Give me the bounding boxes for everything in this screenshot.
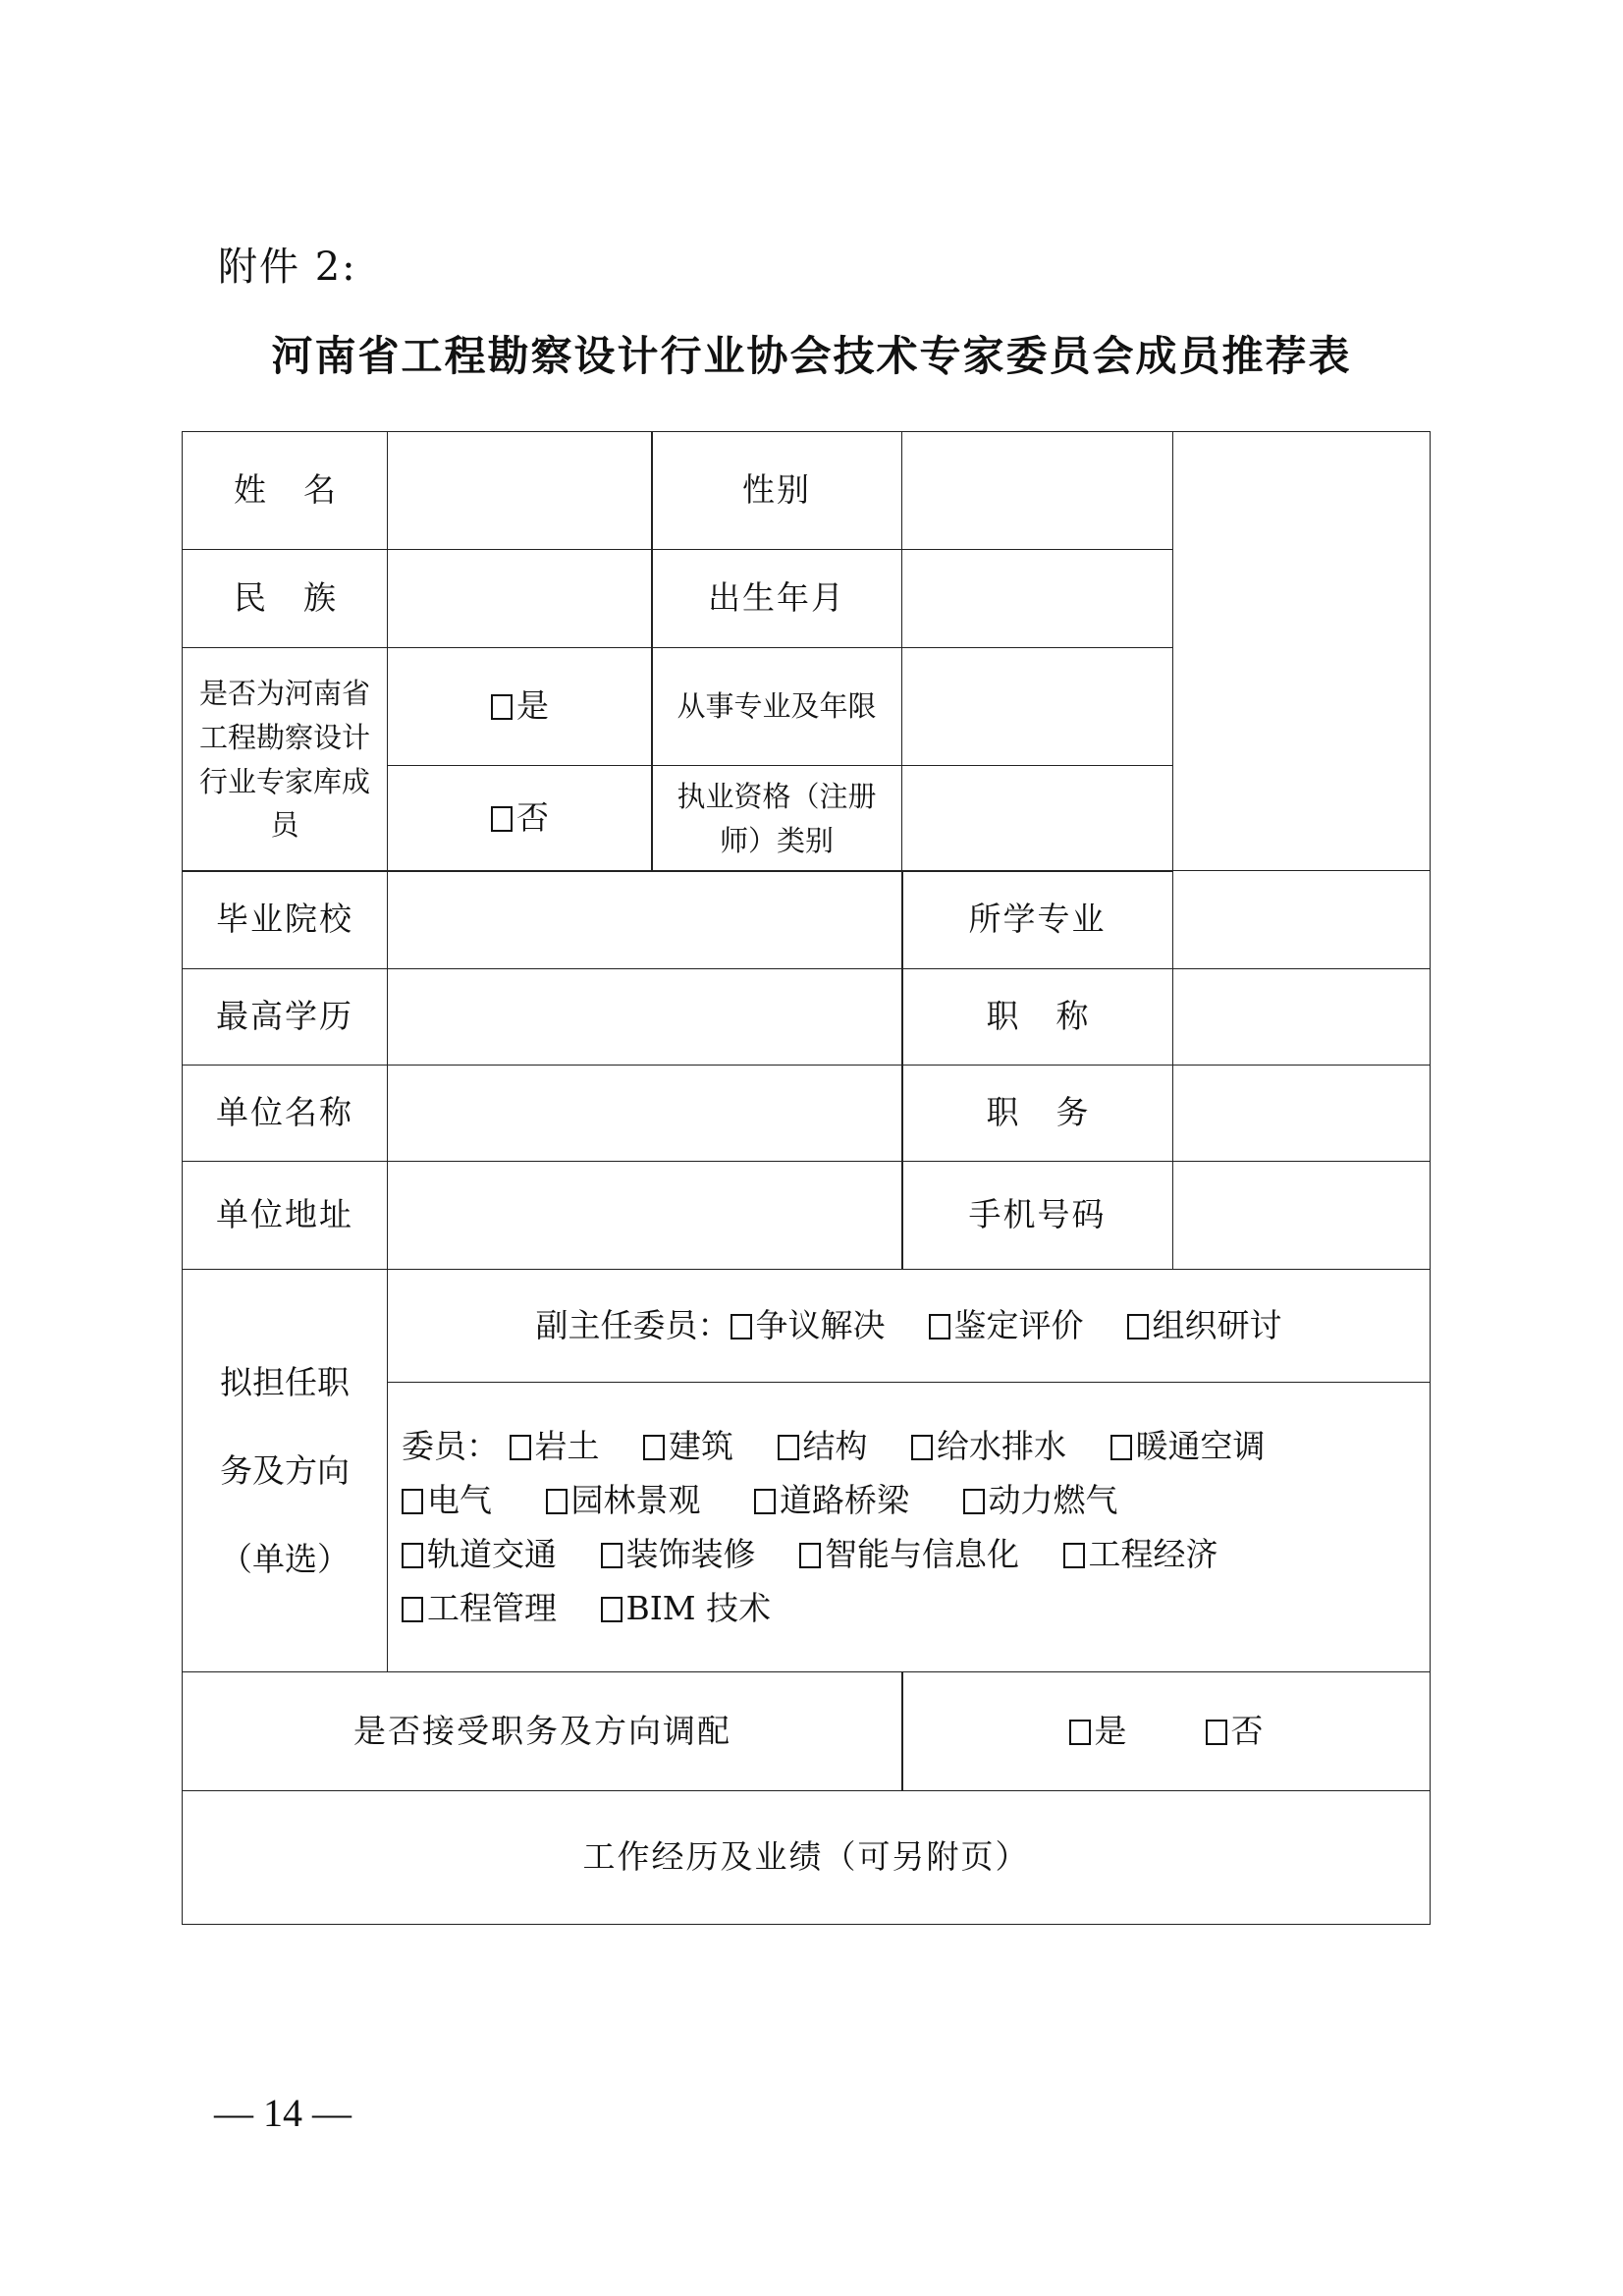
expert-db-yes-option[interactable]: [387, 647, 653, 766]
school-field[interactable]: [387, 870, 903, 969]
vice-director-prefix: 副主任委员：: [535, 1305, 730, 1344]
birth-label: 出生年月: [651, 549, 902, 648]
expert-db-yes-label: 是: [516, 686, 549, 726]
expert-db-no-label: 否: [516, 798, 549, 838]
role-label-line-3: （单选）: [220, 1539, 350, 1578]
major-years-label: 从事专业及年限: [651, 647, 902, 766]
studied-major-label: 所学专业: [901, 870, 1173, 969]
option-rail-transit[interactable]: 轨道交通: [402, 1535, 557, 1573]
checkbox-icon[interactable]: [402, 1543, 423, 1568]
checkbox-icon[interactable]: [510, 1435, 531, 1460]
accept-no-option[interactable]: 否: [1206, 1710, 1264, 1754]
checkbox-icon[interactable]: [643, 1435, 665, 1460]
qualification-field[interactable]: [901, 765, 1173, 872]
checkbox-icon[interactable]: [601, 1543, 622, 1568]
checkbox-icon[interactable]: [402, 1489, 423, 1514]
accept-yes-option[interactable]: 是: [1069, 1710, 1127, 1754]
major-years-field[interactable]: [901, 647, 1173, 766]
role-label-line-2: 务及方向: [220, 1450, 350, 1490]
accept-adjust-label: 是否接受职务及方向调配: [182, 1671, 903, 1791]
gender-field[interactable]: [901, 431, 1173, 550]
form-title: 河南省工程勘察设计行业协会技术专家委员会成员推荐表: [271, 332, 1352, 380]
name-field[interactable]: [387, 431, 653, 550]
checkbox-icon[interactable]: [929, 1314, 950, 1339]
checkbox-icon[interactable]: [778, 1435, 799, 1460]
option-structure[interactable]: 结构: [778, 1427, 868, 1465]
option-roads-bridges[interactable]: 道路桥梁: [754, 1481, 909, 1519]
address-field[interactable]: [387, 1161, 903, 1270]
education-field[interactable]: [387, 968, 903, 1066]
company-field[interactable]: [387, 1065, 903, 1162]
phone-field[interactable]: [1172, 1161, 1431, 1270]
member-row: [387, 1382, 1431, 1672]
member-prefix: 委员：: [402, 1427, 499, 1465]
checkbox-icon[interactable]: [1069, 1720, 1091, 1745]
checkbox-icon[interactable]: [1110, 1435, 1132, 1460]
option-power-gas[interactable]: 动力燃气: [963, 1481, 1118, 1519]
title-field[interactable]: [1172, 968, 1431, 1066]
expert-db-no-option[interactable]: [387, 765, 653, 872]
checkbox-icon[interactable]: [402, 1597, 423, 1622]
accept-adjust-options: [901, 1671, 1431, 1791]
checkbox-icon[interactable]: [754, 1489, 776, 1514]
checkbox-icon[interactable]: [491, 694, 513, 720]
option-water-supply[interactable]: 给水排水: [911, 1427, 1066, 1465]
ethnicity-label: 民族: [182, 549, 388, 648]
option-architecture[interactable]: 建筑: [643, 1427, 733, 1465]
checkbox-icon[interactable]: [546, 1489, 568, 1514]
position-field[interactable]: [1172, 1065, 1431, 1162]
option-seminar[interactable]: 组织研讨: [1127, 1304, 1282, 1348]
education-label: 最高学历: [182, 968, 388, 1066]
checkbox-icon[interactable]: [491, 806, 513, 832]
vice-director-row: [387, 1269, 1431, 1383]
school-label: 毕业院校: [182, 870, 388, 969]
checkbox-icon[interactable]: [1063, 1543, 1085, 1568]
option-geotechnical[interactable]: 岩土: [510, 1427, 600, 1465]
page-number: — 14 —: [214, 2091, 352, 2135]
ethnicity-field[interactable]: [387, 549, 653, 648]
checkbox-icon[interactable]: [911, 1435, 933, 1460]
title-label: 职称: [901, 968, 1173, 1066]
position-label: 职务: [901, 1065, 1173, 1162]
company-label: 单位名称: [182, 1065, 388, 1162]
option-engineering-economics[interactable]: 工程经济: [1063, 1535, 1218, 1573]
studied-major-field[interactable]: [1172, 870, 1431, 969]
option-bim[interactable]: BIM 技术: [601, 1589, 772, 1627]
checkbox-icon[interactable]: [1127, 1314, 1149, 1339]
option-appraisal[interactable]: 鉴定评价: [929, 1304, 1084, 1348]
phone-label: 手机号码: [901, 1161, 1173, 1270]
gender-label: 性别: [651, 431, 902, 550]
option-decoration[interactable]: 装饰装修: [601, 1535, 756, 1573]
photo-field[interactable]: [1172, 431, 1431, 871]
member-options: [388, 1419, 1279, 1635]
work-history-label: 工作经历及业绩（可另附页）: [182, 1790, 1431, 1925]
option-dispute-resolution[interactable]: 争议解决: [730, 1304, 886, 1348]
role-label: [182, 1269, 388, 1672]
address-label: 单位地址: [182, 1161, 388, 1270]
checkbox-icon[interactable]: [1206, 1720, 1227, 1745]
role-label-line-1: 拟担任职: [220, 1362, 350, 1401]
name-label: 姓名: [182, 431, 388, 550]
checkbox-icon[interactable]: [963, 1489, 985, 1514]
option-engineering-management[interactable]: 工程管理: [402, 1589, 557, 1627]
checkbox-icon[interactable]: [730, 1314, 752, 1339]
attachment-label: 附件 2:: [218, 245, 357, 290]
checkbox-icon[interactable]: [799, 1543, 821, 1568]
option-hvac[interactable]: 暖通空调: [1110, 1427, 1266, 1465]
option-intelligent-info[interactable]: 智能与信息化: [799, 1535, 1019, 1573]
expert-db-label: 是否为河南省工程勘察设计行业专家库成员: [182, 647, 388, 872]
qualification-label: 执业资格（注册师）类别: [651, 765, 902, 872]
checkbox-icon[interactable]: [601, 1597, 622, 1622]
option-electrical[interactable]: 电气: [402, 1481, 492, 1519]
option-landscape[interactable]: 园林景观: [546, 1481, 701, 1519]
birth-field[interactable]: [901, 549, 1173, 648]
recommendation-form-table: [183, 432, 1431, 1925]
